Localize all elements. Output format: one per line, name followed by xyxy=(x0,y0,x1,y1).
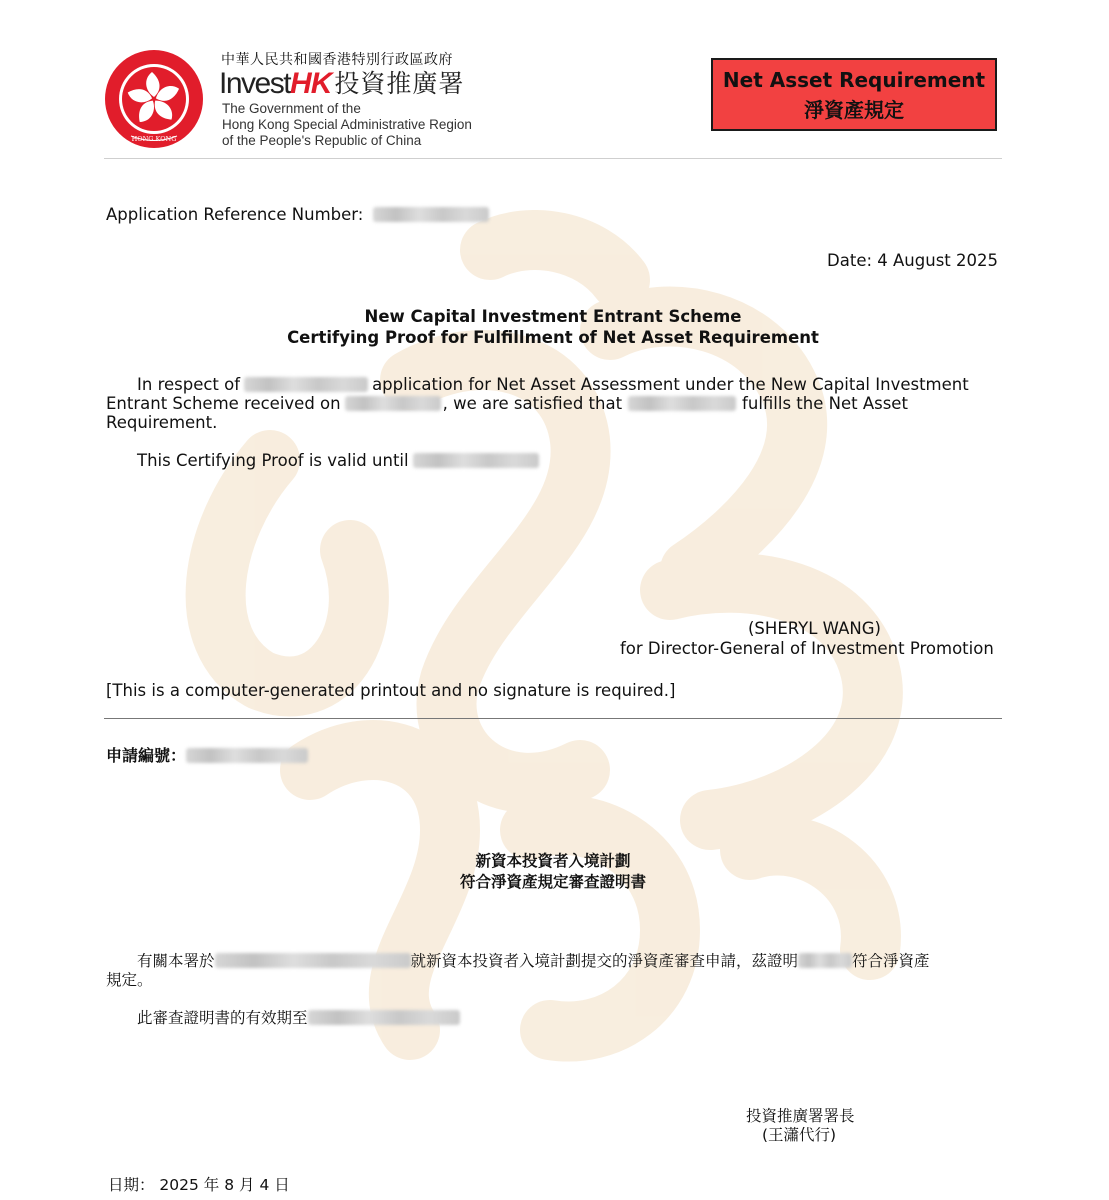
net-asset-requirement-badge xyxy=(711,58,997,131)
validity-label: This Certifying Proof is valid until xyxy=(137,451,409,470)
hksar-emblem xyxy=(103,48,205,150)
section-divider xyxy=(104,718,1002,719)
body-line-2-zh: 規定。 xyxy=(106,971,153,989)
emblem-hong-kong-text: HONG KONG xyxy=(131,135,177,143)
document-date-zh: 日期： 2025 年 8 月 4 日 xyxy=(108,1176,290,1194)
document-title-en-1: New Capital Investment Entrant Scheme xyxy=(364,307,742,326)
body-text: Entrant Scheme received on xyxy=(106,394,341,413)
redacted-applicant-name xyxy=(244,377,368,392)
body-line-3: Requirement. xyxy=(106,413,218,432)
government-line-3: of the People's Republic of China xyxy=(222,133,422,148)
body-line-1-zh xyxy=(137,951,930,971)
computer-generated-note: [This is a computer-generated printout and no signature is required.] xyxy=(106,681,676,700)
logo-invest-text: Invest xyxy=(219,67,291,100)
government-line-1: The Government of the xyxy=(222,101,361,116)
body-line-1 xyxy=(137,375,969,395)
government-line-2: Hong Kong Special Administrative Region xyxy=(222,117,472,132)
validity-label-zh: 此審查證明書的有效期至 xyxy=(137,1009,308,1027)
document-date: Date: 4 August 2025 xyxy=(827,251,998,270)
validity-line-zh xyxy=(137,1008,460,1028)
header-divider xyxy=(104,158,1002,159)
government-name-zh: 中華人民共和國香港特別行政區政府 xyxy=(221,52,453,68)
body-text: application for Net Asset Assessment under the New Capital Investment xyxy=(372,375,969,394)
body-text-zh: 有關本署於 xyxy=(137,952,215,970)
body-line-2 xyxy=(106,394,908,414)
badge-title-en: Net Asset Requirement xyxy=(722,67,986,92)
investhk-logo xyxy=(219,66,464,100)
body-text-zh: 符合淨資產 xyxy=(852,952,930,970)
redacted-received-date xyxy=(345,396,441,411)
redacted-applicant-name-zh xyxy=(798,953,852,968)
reference-number-line xyxy=(106,205,489,225)
document-title-zh-1: 新資本投資者入境計劃 xyxy=(475,852,631,870)
redacted-submission-date-zh xyxy=(215,953,411,968)
body-text: fulfills the Net Asset xyxy=(742,394,908,413)
signer-name-en: (SHERYL WANG) xyxy=(748,619,881,638)
redacted-applicant-name-2 xyxy=(628,396,736,411)
redacted-reference-number xyxy=(373,207,489,222)
government-name-en xyxy=(222,101,472,149)
signer-name-zh: (王瀟代行) xyxy=(762,1126,837,1144)
logo-hk-text: HK xyxy=(290,67,332,100)
body-text-zh: 就新資本投資者入境計劃提交的淨資產審查申請，茲證明 xyxy=(410,952,799,970)
body-text: , we are satisfied that xyxy=(442,394,623,413)
redacted-reference-number-zh xyxy=(186,748,308,763)
badge-title-zh: 淨資產規定 xyxy=(804,97,904,122)
logo-zh-text: 投資推廣署 xyxy=(334,69,465,98)
signer-title-zh: 投資推廣署署長 xyxy=(746,1107,855,1125)
body-text: In respect of xyxy=(137,375,241,394)
document-title-en-2: Certifying Proof for Fulfillment of Net Asset Requirement xyxy=(287,328,819,347)
redacted-valid-until-date-zh xyxy=(308,1010,460,1025)
reference-number-line-zh xyxy=(106,746,308,766)
signer-title-en: for Director-General of Investment Promotion xyxy=(620,639,994,658)
document-title-zh-2: 符合淨資產規定審查證明書 xyxy=(459,873,646,891)
reference-number-label: Application Reference Number: xyxy=(106,205,364,224)
validity-line xyxy=(137,451,539,471)
reference-number-label-zh: 申請編號： xyxy=(106,746,187,765)
redacted-valid-until-date xyxy=(413,453,539,468)
